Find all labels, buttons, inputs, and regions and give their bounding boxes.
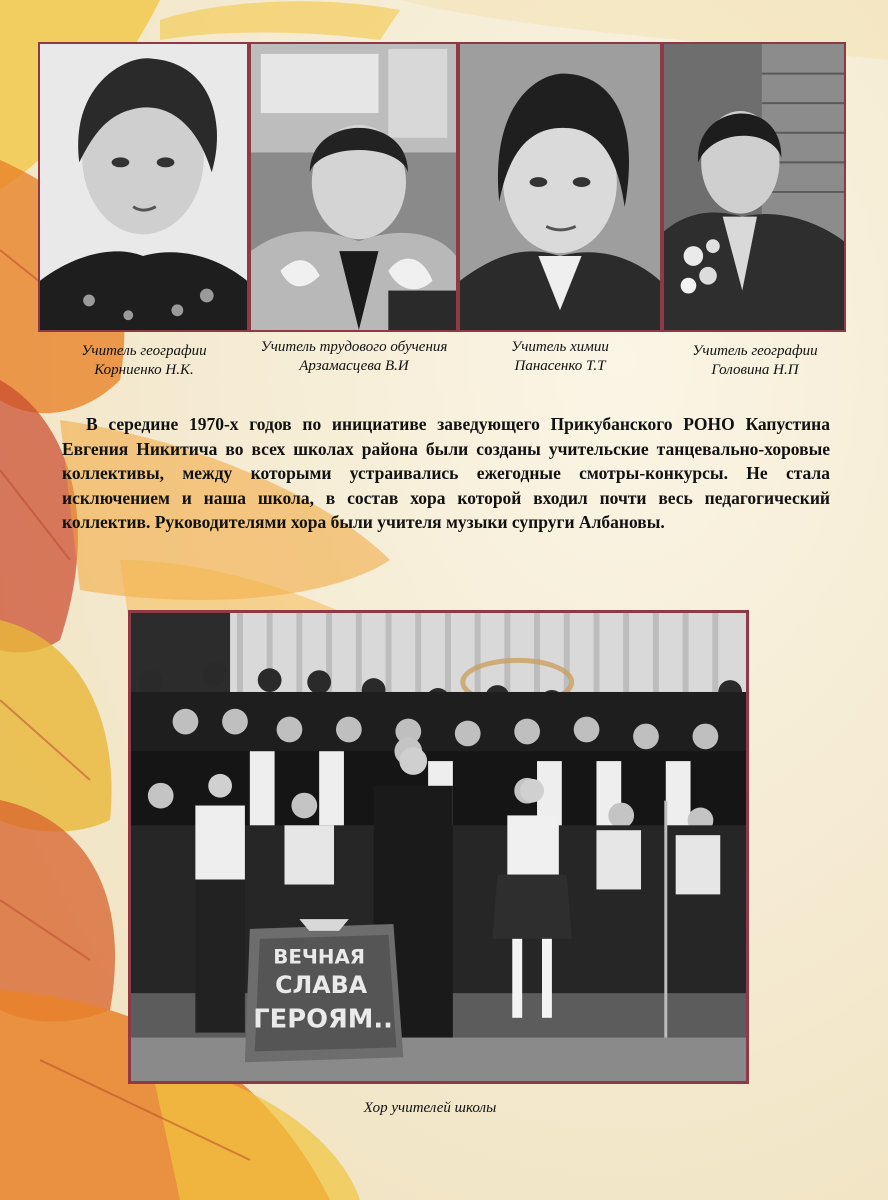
choir-image: [131, 613, 746, 1081]
portrait-photo-3: [458, 42, 662, 332]
teacher-role: Учитель трудового обучения: [260, 339, 448, 355]
teacher-role: Учитель географии: [692, 343, 818, 359]
portrait-image: [460, 44, 660, 330]
portrait-photo-2: [249, 42, 458, 332]
portrait-caption-1: [30, 342, 258, 380]
portrait-image: [40, 44, 247, 330]
teacher-name: Арзамасцева В.И: [299, 358, 409, 374]
history-paragraph: В середине 1970-х годов по инициативе заведующего Прикубанского РОНО Капустина Евгения Никитича во всех школах района были созданы учительские танцевально-хоровые коллективы, между которыми устраивались ежегодные смотры-конкурсы. Не стала исключением и наша школа, в состав хора которой входил почти весь педагогический коллектив. Руководителями хора были учителя музыки супруги Албановы.: [62, 414, 830, 532]
portrait-photo-4: [662, 42, 846, 332]
teacher-role: Учитель географии: [81, 343, 207, 359]
portrait-caption-4: [660, 342, 850, 380]
teacher-name: Головина Н.П: [711, 362, 799, 378]
choir-group-photo: [128, 610, 749, 1084]
monument-text-3: ГЕРОЯМ..: [253, 1004, 393, 1035]
teacher-name: Панасенко Т.Т: [514, 358, 606, 374]
portrait-caption-3: [460, 338, 660, 376]
portrait-photo-1: [38, 42, 249, 332]
teacher-role: Учитель химии: [511, 339, 609, 355]
monument-text-1: ВЕЧНАЯ: [273, 945, 366, 969]
teacher-name: Корниенко Н.К.: [94, 362, 194, 378]
portrait-caption-2: [234, 338, 474, 376]
monument-text-2: СЛАВА: [275, 971, 368, 1000]
portrait-image: [664, 44, 844, 330]
group-photo-caption: Хор учителей школы: [363, 1100, 497, 1116]
portrait-image: [251, 44, 456, 330]
